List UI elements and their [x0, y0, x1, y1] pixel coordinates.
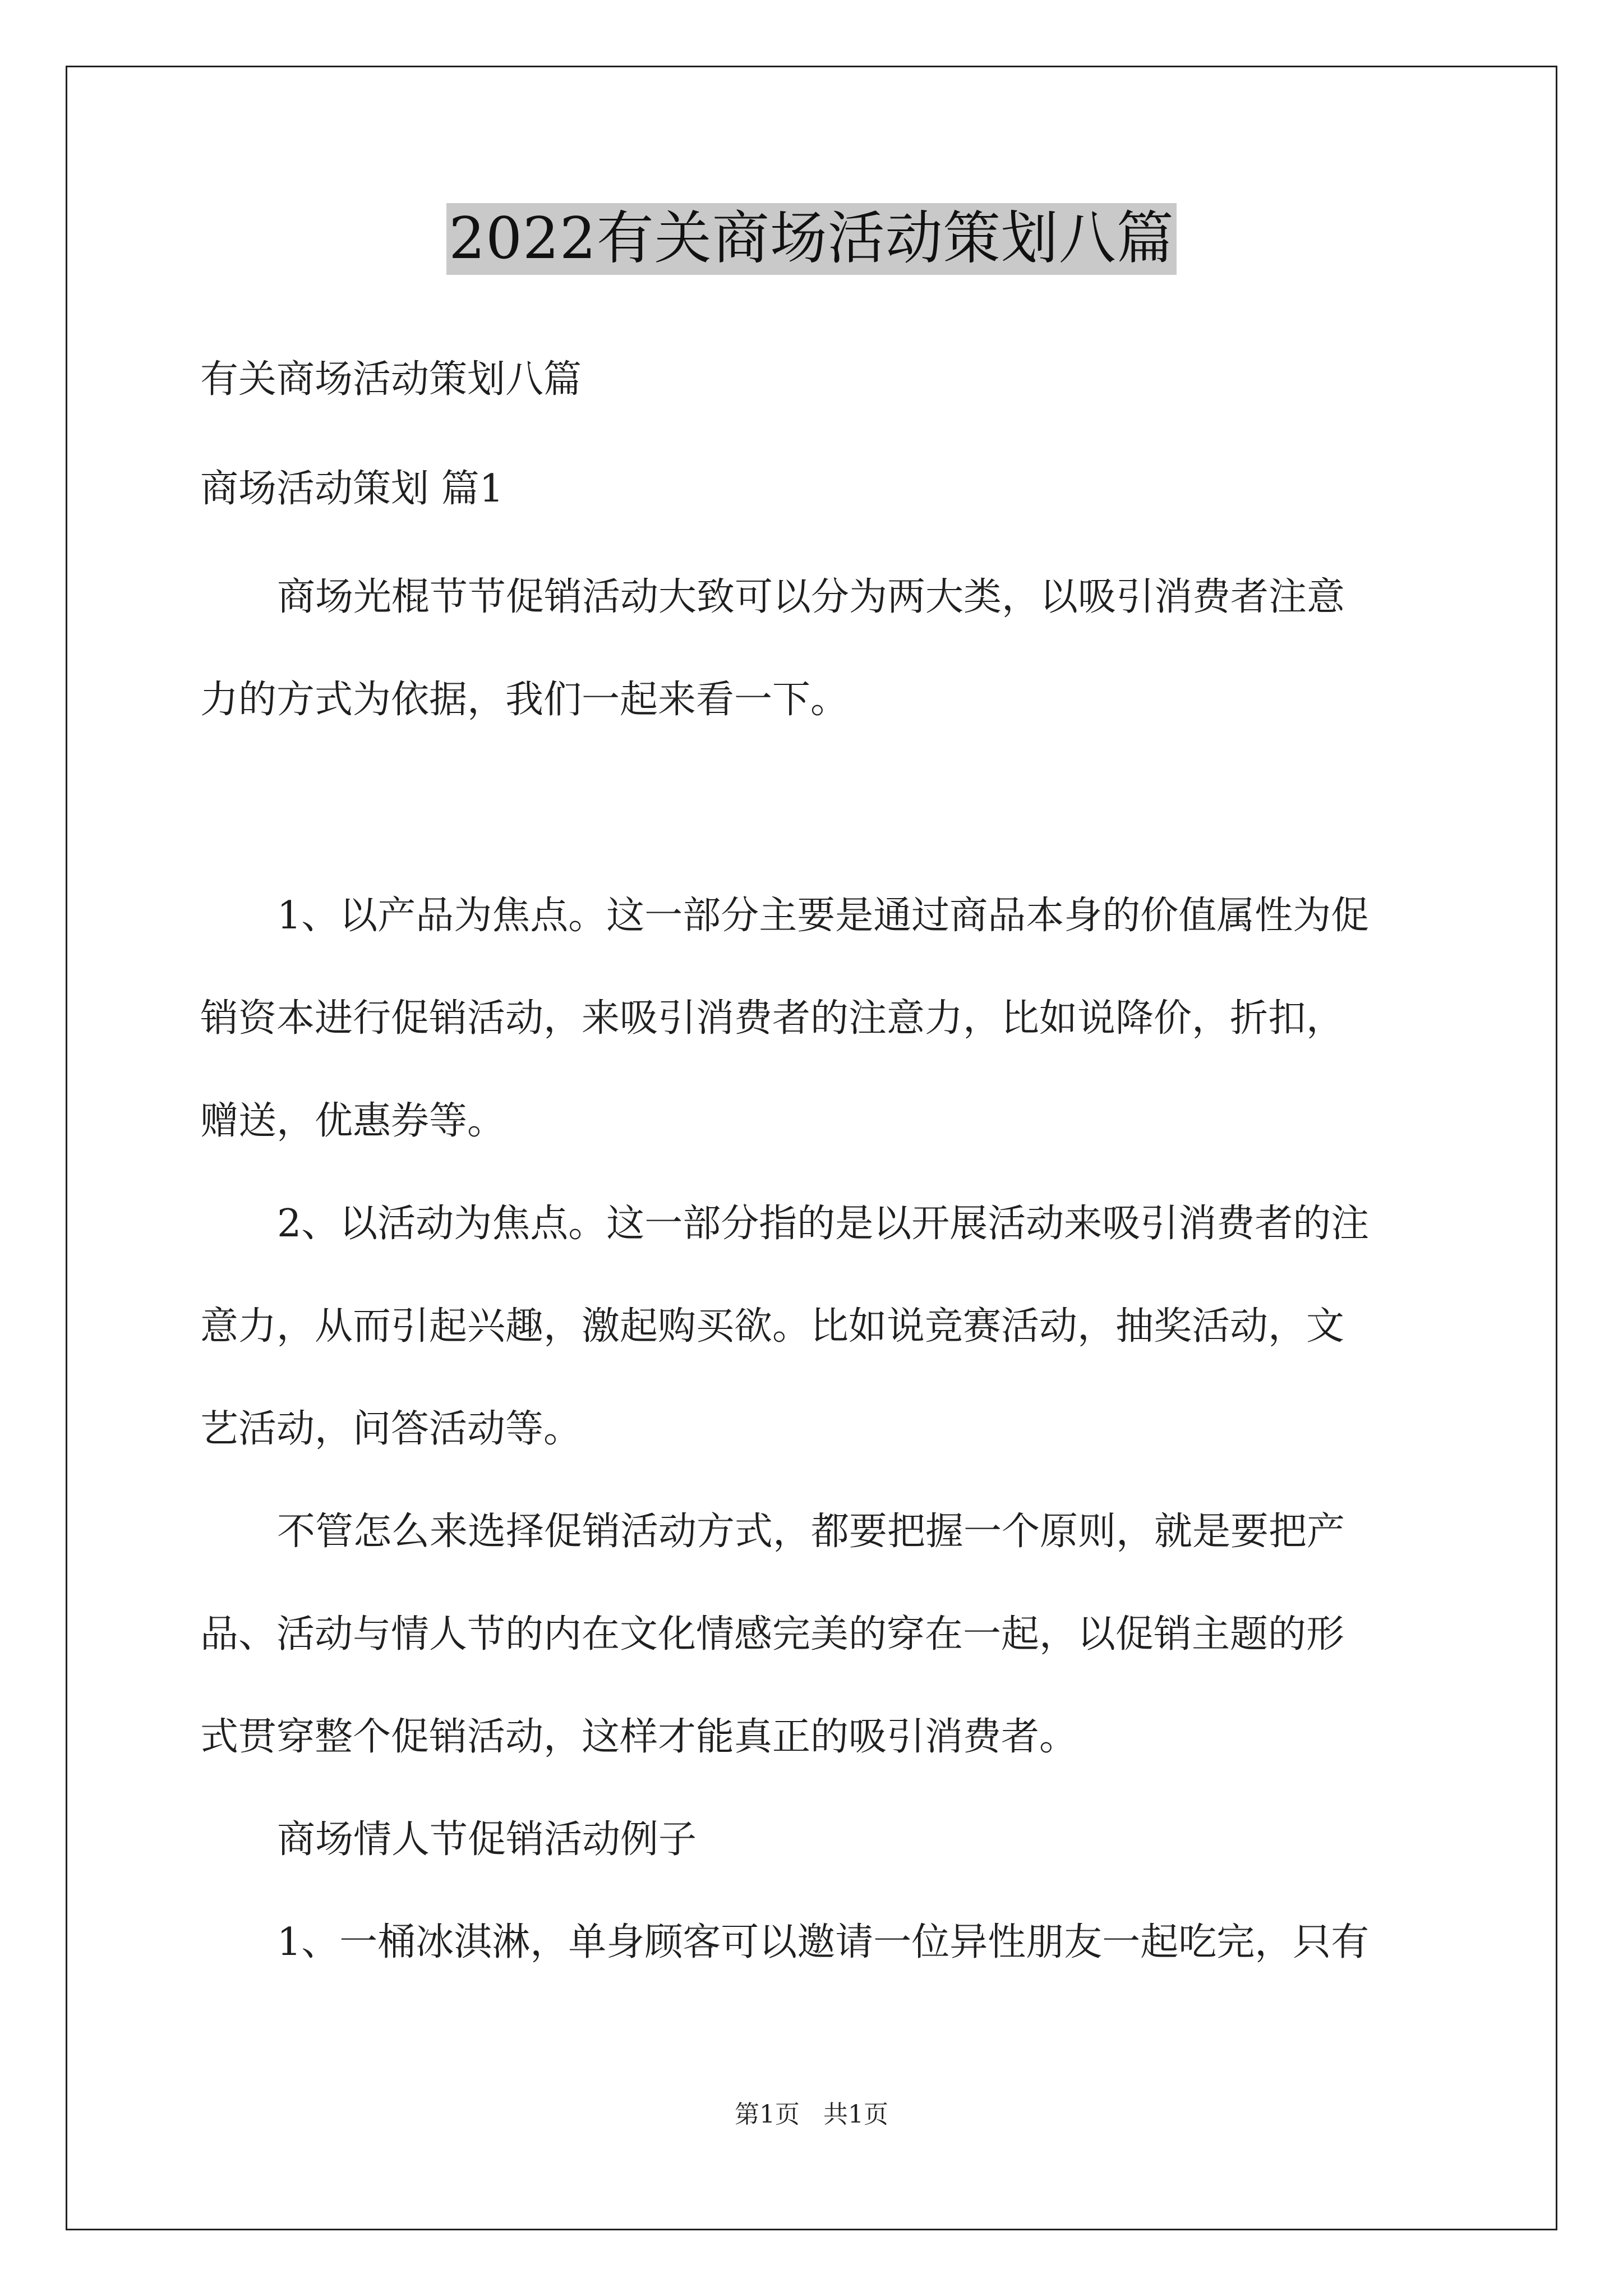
paragraph-line: 品、活动与情人节的内在文化情感完美的穿在一起，以促销主题的形 — [200, 1612, 1345, 1657]
paragraph-line: 1、一桶冰淇淋，单身顾客可以邀请一位异性朋友一起吃完，只有 — [277, 1920, 1370, 1964]
paragraph-line: 艺活动，问答活动等。 — [200, 1407, 582, 1451]
paragraph-line: 2、以活动为焦点。这一部分指的是以开展活动来吸引消费者的注 — [277, 1202, 1370, 1246]
paragraph-line: 不管怎么来选择促销活动方式，都要把握一个原则，就是要把产 — [277, 1510, 1345, 1554]
paragraph-line: 商场情人节促销活动例子 — [277, 1818, 697, 1862]
paragraph-line: 商场光棍节节促销活动大致可以分为两大类，以吸引消费者注意 — [277, 575, 1345, 619]
subtitle-line: 有关商场活动策划八篇 — [200, 357, 582, 402]
paragraph-line: 式贯穿整个促销活动，这样才能真正的吸引消费者。 — [200, 1715, 1078, 1759]
paragraph-line: 1、以产品为焦点。这一部分主要是通过商品本身的价值属性为促 — [277, 894, 1370, 938]
title-container — [0, 203, 1623, 275]
section-heading: 商场活动策划 篇1 — [200, 467, 504, 511]
page-footer: 第1页 共1页 — [735, 2100, 888, 2129]
paragraph-line: 销资本进行促销活动，来吸引消费者的注意力，比如说降价，折扣， — [200, 996, 1345, 1041]
paragraph-line: 意力，从而引起兴趣，激起购买欲。比如说竞赛活动，抽奖活动，文 — [200, 1304, 1345, 1349]
paragraph-line: 赠送，优惠券等。 — [200, 1099, 506, 1143]
paragraph-line: 力的方式为依据，我们一起来看一下。 — [200, 678, 849, 722]
document-title: 2022有关商场活动策划八篇 — [446, 203, 1177, 275]
